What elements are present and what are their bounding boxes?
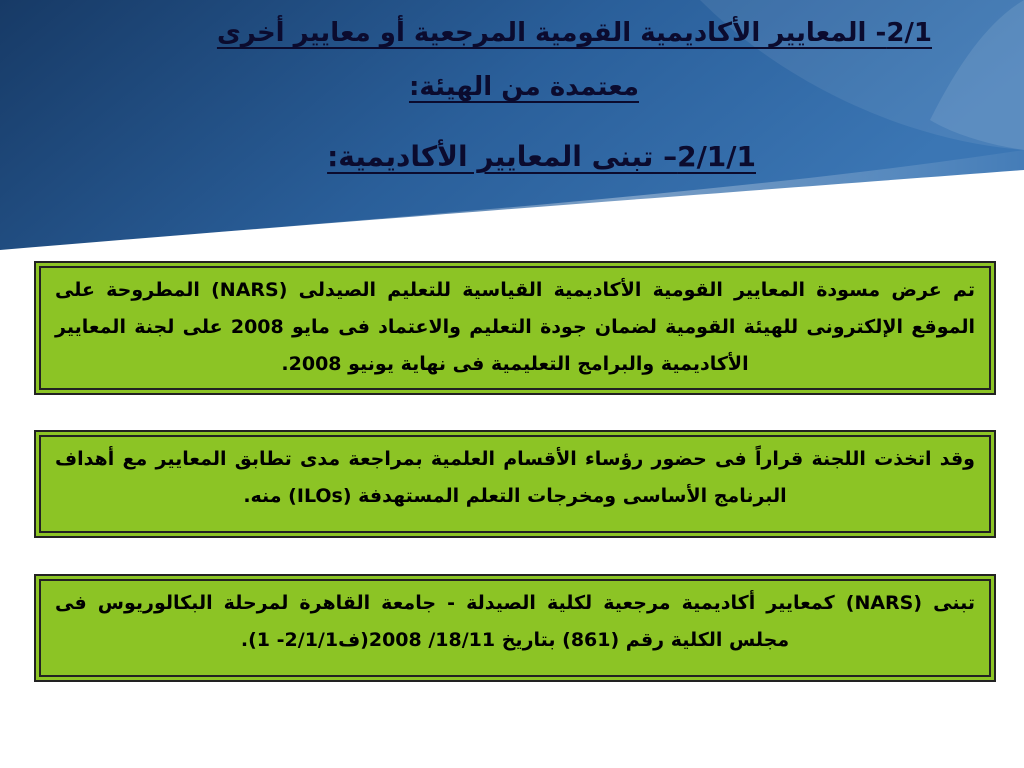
text-box-2-content: وقد اتخذت اللجنة قراراً فى حضور رؤساء الأقسام العلمية بمراجعة مدى تطابق المعايير مع أهداف البرنامج الأساسى ومخرجات التعلم المستهدفة (ILOs) منه. xyxy=(55,448,975,507)
text-box-1-frame xyxy=(39,266,991,390)
text-box-2 xyxy=(34,430,996,538)
text-box-3-content: تبنى (NARS) كمعايير أكاديمية مرجعية لكلية الصيدلة - جامعة القاهرة لمرحلة البكالوريوس فى مجلس الكلية رقم (861) بتاريخ 18/11/ 2008(ف2/1/1- 1). xyxy=(55,592,976,651)
section-title: 2/1- المعايير الأكاديمية القومية المرجعية أو معايير أخرى xyxy=(216,18,932,48)
text-box-2-frame xyxy=(39,435,991,533)
text-box-3-frame xyxy=(39,579,991,677)
subsection-title: 2/1/1– تبنى المعايير الأكاديمية: xyxy=(327,140,756,173)
text-box-1-content: تم عرض مسودة المعايير القومية الأكاديمية القياسية للتعليم الصيدلى (NARS) المطروحة على الموقع الإلكترونى للهيئة القومية لضمان جودة التعليم والاعتماد فى مايو 2008 على لجنة المعايير الأكاديمية والبرامج التعليمية فى نهاية يونيو 2008. xyxy=(55,279,975,375)
text-box-1 xyxy=(34,261,996,395)
text-box-3 xyxy=(34,574,996,682)
section-title-continued: معتمدة من الهيئة: xyxy=(408,72,639,102)
